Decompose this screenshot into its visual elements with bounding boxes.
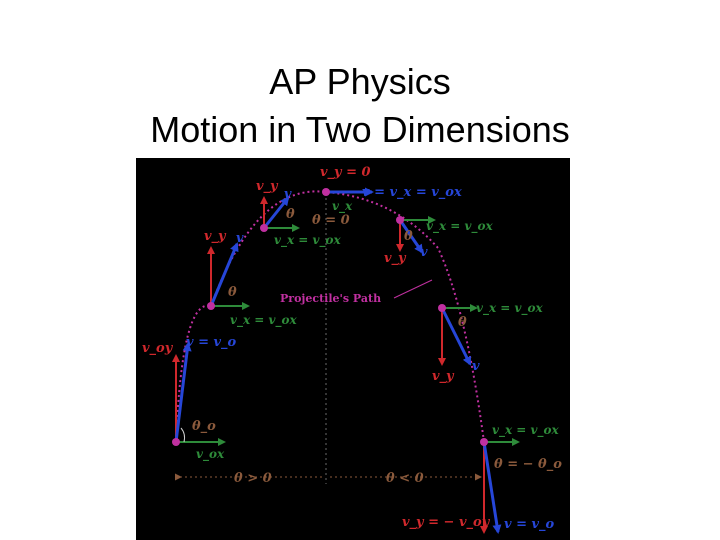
launch-point <box>172 438 180 446</box>
label-theta-positive: θ > 0 <box>234 471 272 486</box>
label-vx-top: v_x <box>332 199 353 213</box>
launch-angle-arc <box>181 428 185 442</box>
label-v-c: v <box>420 245 428 260</box>
label-theta-negative: θ < 0 <box>386 471 424 486</box>
label-vy-c: v_y <box>384 251 406 266</box>
launch-v-arrow <box>176 344 188 442</box>
point-d <box>438 304 446 312</box>
label-theta-b: θ <box>286 207 295 222</box>
label-vy-land: v_y = − v_oy <box>402 515 490 530</box>
label-vy-b: v_y <box>256 179 278 194</box>
label-vy-top: v_y = 0 <box>320 165 371 180</box>
label-theta0-launch: θ_o <box>192 419 216 434</box>
label-theta-d: θ <box>458 315 467 330</box>
label-theta-land: θ = − θ_o <box>494 457 562 472</box>
label-vy-a: v_y <box>204 229 226 244</box>
point-c <box>396 216 404 224</box>
label-voy-launch: v_oy <box>142 341 173 356</box>
label-v-launch: v = v_o <box>186 335 237 350</box>
point-b-v-arrow <box>264 198 288 228</box>
label-v-top: v = v_x = v_ox <box>362 185 462 200</box>
slide-title-line2: Motion in Two Dimensions <box>150 109 570 150</box>
slide-title-line1: AP Physics <box>269 61 451 102</box>
label-v-d: v <box>472 359 480 374</box>
label-vx-c: v_x = v_ox <box>426 219 493 233</box>
label-v-b: v <box>284 187 292 202</box>
label-vx-b: v_x = v_ox <box>274 233 341 247</box>
landing-point <box>480 438 488 446</box>
label-v-a: v <box>236 231 244 246</box>
apex-point <box>322 188 330 196</box>
point-a <box>207 302 215 310</box>
label-vx-d: v_x = v_ox <box>476 301 543 315</box>
point-b <box>260 224 268 232</box>
projectile-motion-diagram <box>136 158 570 540</box>
path-label-pointer <box>394 280 432 298</box>
label-vy-d: v_y <box>432 369 454 384</box>
label-v-land: v = v_o <box>504 517 555 532</box>
label-vox-launch: v_ox <box>196 447 225 461</box>
label-path: Projectile's Path <box>280 292 382 305</box>
slide-title <box>0 58 720 154</box>
label-theta-a: θ <box>228 285 237 300</box>
label-theta-c: θ <box>404 229 413 244</box>
label-theta-top: θ = 0 <box>312 213 350 228</box>
label-vx-a: v_x = v_ox <box>230 313 297 327</box>
label-vx-land: v_x = v_ox <box>492 423 559 437</box>
